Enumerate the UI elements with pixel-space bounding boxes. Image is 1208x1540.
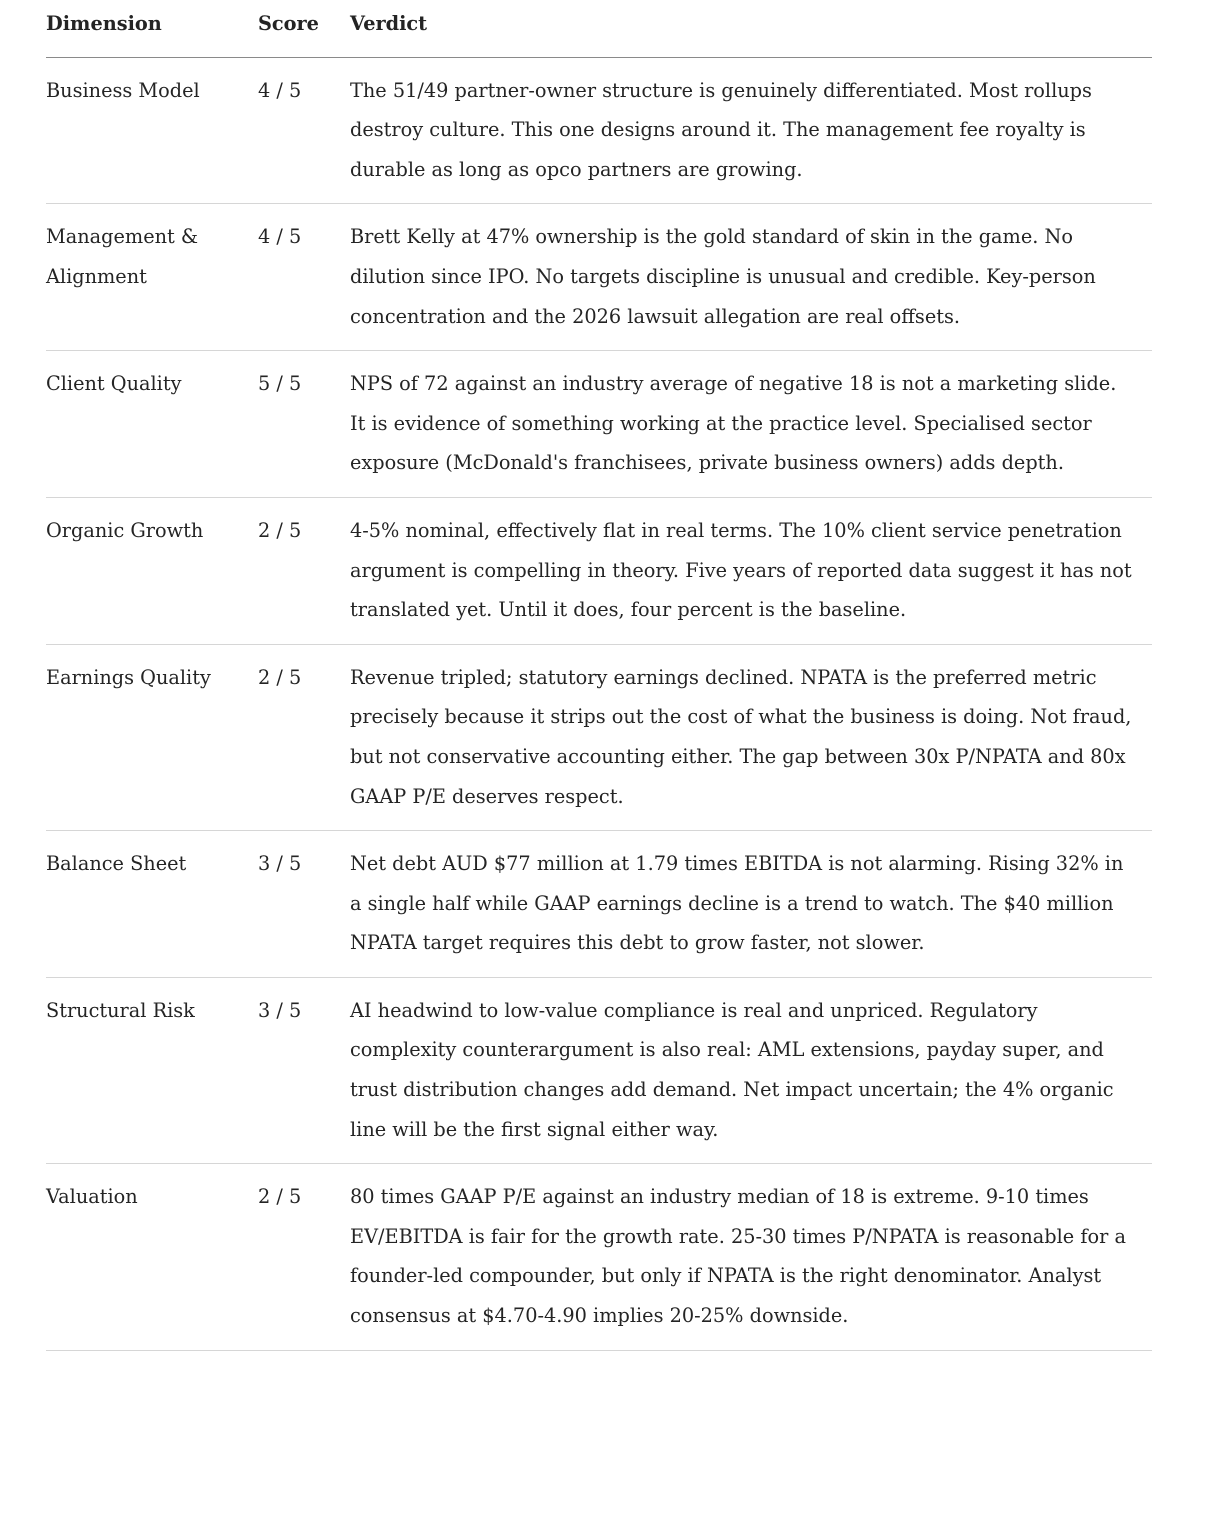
table-row [46,497,1152,644]
table-body [46,57,1152,1350]
dimension-cell: Management & Alignment [46,204,258,351]
verdict-cell: 80 times GAAP P/E against an industry median of 18 is extreme. 9-10 times EV/EBITDA is fair for the growth rate. 25-30 times P/NPATA is reasonable for a founder-led compounder, but only if NPATA is the right denominator. Analyst consensus at $4.70-4.90 implies 20-25% downside. [350,1164,1152,1350]
score-cell: 3 / 5 [258,831,350,978]
verdict-cell: 4-5% nominal, effectively flat in real terms. The 10% client service penetration argument is compelling in theory. Five years of reported data suggest it has not translated yet. Until it does, four percent is the baseline. [350,497,1152,644]
table-header-row [46,0,1152,57]
table-row [46,57,1152,204]
header-dimension: Dimension [46,0,258,57]
verdict-cell: AI headwind to low-value compliance is real and unpriced. Regulatory complexity counterargument is also real: AML extensions, payday super, and trust distribution changes add demand. Net impact uncertain; the 4% organic line will be the first signal either way. [350,977,1152,1163]
table-row [46,831,1152,978]
score-cell: 2 / 5 [258,497,350,644]
score-cell: 3 / 5 [258,977,350,1163]
dimension-cell: Earnings Quality [46,644,258,830]
dimension-cell: Balance Sheet [46,831,258,978]
verdict-cell: Revenue tripled; statutory earnings declined. NPATA is the preferred metric precisely because it strips out the cost of what the business is doing. Not fraud, but not conservative accounting either. The gap between 30x P/NPATA and 80x GAAP P/E deserves respect. [350,644,1152,830]
dimension-cell: Business Model [46,57,258,204]
scorecard-table [46,0,1152,1351]
dimension-cell: Organic Growth [46,497,258,644]
score-cell: 4 / 5 [258,204,350,351]
header-score: Score [258,0,350,57]
score-cell: 5 / 5 [258,351,350,498]
dimension-cell: Client Quality [46,351,258,498]
table-row [46,1164,1152,1350]
dimension-cell: Valuation [46,1164,258,1350]
verdict-cell: Brett Kelly at 47% ownership is the gold standard of skin in the game. No dilution since IPO. No targets discipline is unusual and credible. Key-person concentration and the 2026 lawsuit allegation are real offsets. [350,204,1152,351]
verdict-cell: NPS of 72 against an industry average of negative 18 is not a marketing slide. It is evidence of something working at the practice level. Specialised sector exposure (McDonald's franchisees, private business owners) adds depth. [350,351,1152,498]
score-cell: 4 / 5 [258,57,350,204]
score-cell: 2 / 5 [258,1164,350,1350]
table-row [46,644,1152,830]
verdict-cell: The 51/49 partner-owner structure is genuinely differentiated. Most rollups destroy culture. This one designs around it. The management fee royalty is durable as long as opco partners are growing. [350,57,1152,204]
table-row [46,977,1152,1163]
header-verdict: Verdict [350,0,1152,57]
table-row [46,351,1152,498]
table-row [46,204,1152,351]
dimension-cell: Structural Risk [46,977,258,1163]
score-cell: 2 / 5 [258,644,350,830]
verdict-cell: Net debt AUD $77 million at 1.79 times EBITDA is not alarming. Rising 32% in a single half while GAAP earnings decline is a trend to watch. The $40 million NPATA target requires this debt to grow faster, not slower. [350,831,1152,978]
